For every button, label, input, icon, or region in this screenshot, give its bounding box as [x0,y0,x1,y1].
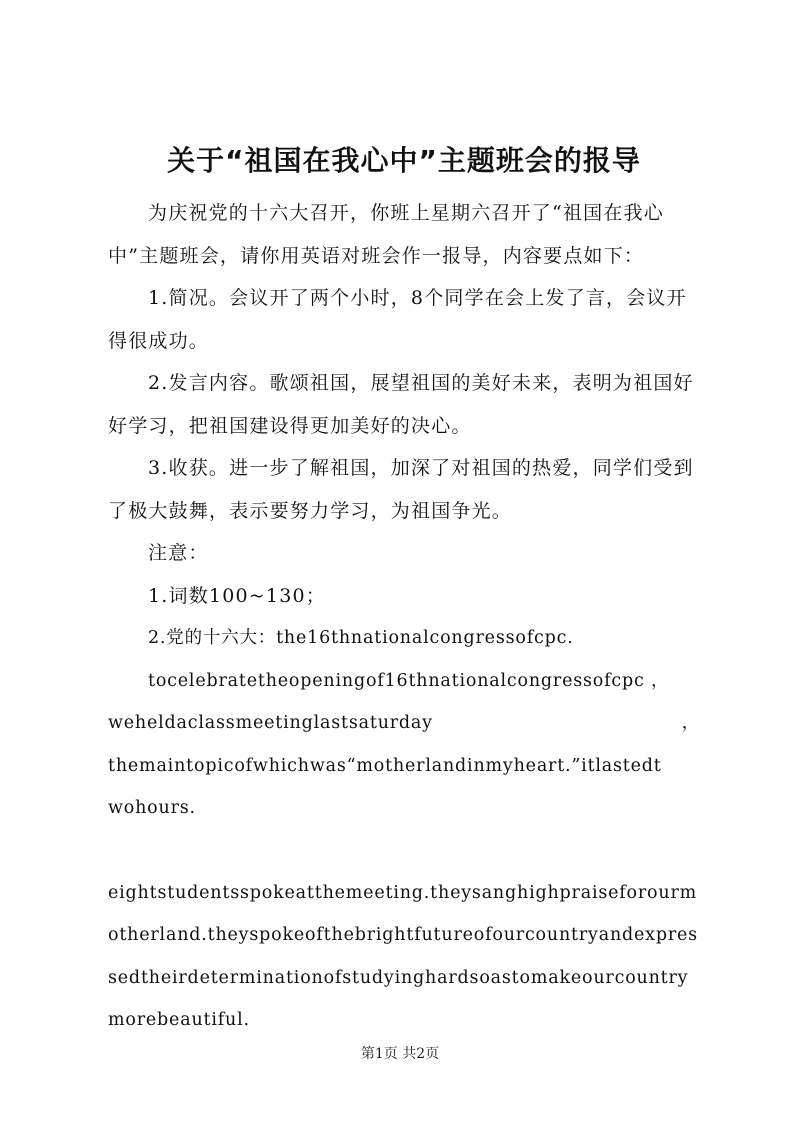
intro-paragraph: 为庆祝党的十六大召开，你班上星期六召开了“祖国在我心中”主题班会，请你用英语对班会作一报导，内容要点如下： [108,202,664,267]
paragraph-gap [108,830,700,872]
note-1-paragraph: 1.词数100~130； [148,584,326,607]
english-line-3: themaintopicofwhichwas“motherlandinmyheart.”itlastedt [108,755,662,776]
note-2-paragraph: 2.党的十六大：the16thnationalcongressofcpc. [148,628,574,648]
point-2-paragraph: 2.发言内容。歌颂祖国，展望祖国的美好未来，表明为祖国好好学习，把祖国建设得更加美好的决心。 [108,372,694,437]
point-1-paragraph: 1.简况。会议开了两个小时，8个同学在会上发了言，会议开得很成功。 [108,287,687,352]
english-line-4: wohours. [108,798,196,818]
point-3-paragraph: 3.收获。进一步了解祖国，加深了对祖国的热爱，同学们受到了极大鼓舞，表示要努力学习，为祖国争光。 [108,457,694,522]
document-page [108,136,700,1042]
english-line-1: tocelebratetheopeningof16thnationalcongressofcpc ， [148,670,670,691]
notes-heading: 注意： [148,542,209,564]
document-title: 关于“祖国在我心中”主题班会的报导 [167,144,641,177]
english-paragraph-2: eightstudentsspokeatthemeeting.theysanghighpraiseforourmotherland.theyspokeofthebrightfutureofourcountryandexpressedtheirdeterminationofstudyinghardsoastomakeourcountrymorebeautiful. [108,882,698,1030]
page-footer: 第1页 共2页 [360,1046,440,1062]
english-line-2: weheldaclassmeetinglastsaturday ， [108,713,700,733]
